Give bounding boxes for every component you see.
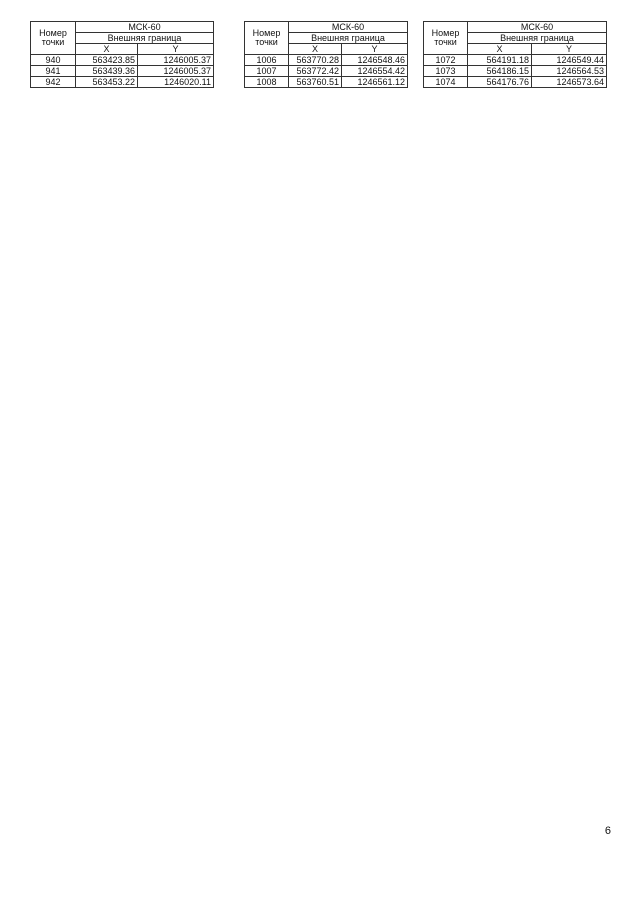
boundary-header: Внешняя граница bbox=[76, 33, 214, 44]
x-coordinate: 564191.18 bbox=[468, 55, 532, 66]
x-column-header: X bbox=[289, 44, 342, 55]
y-column-header: Y bbox=[342, 44, 408, 55]
point-number: 1074 bbox=[424, 77, 468, 88]
y-coordinate: 1246554.42 bbox=[342, 66, 408, 77]
table-row bbox=[424, 55, 607, 66]
x-coordinate: 563770.28 bbox=[289, 55, 342, 66]
x-coordinate: 563760.51 bbox=[289, 77, 342, 88]
number-column-header: Номер точки bbox=[424, 22, 468, 55]
boundary-header: Внешняя граница bbox=[289, 33, 408, 44]
x-coordinate: 563453.22 bbox=[76, 77, 138, 88]
table-row bbox=[424, 66, 607, 77]
table-row bbox=[245, 77, 408, 88]
y-coordinate: 1246020.11 bbox=[138, 77, 214, 88]
y-coordinate: 1246561.12 bbox=[342, 77, 408, 88]
table-row bbox=[31, 77, 214, 88]
y-coordinate: 1246548.46 bbox=[342, 55, 408, 66]
y-coordinate: 1246549.44 bbox=[532, 55, 607, 66]
coordinate-system-header: МСК-60 bbox=[468, 22, 607, 33]
x-column-header: X bbox=[468, 44, 532, 55]
number-column-header: Номер точки bbox=[31, 22, 76, 55]
coordinate-table-2 bbox=[244, 21, 408, 88]
number-column-header: Номер точки bbox=[245, 22, 289, 55]
x-coordinate: 564186.15 bbox=[468, 66, 532, 77]
table-row bbox=[424, 77, 607, 88]
x-coordinate: 563439.36 bbox=[76, 66, 138, 77]
table-row bbox=[245, 66, 408, 77]
point-number: 1006 bbox=[245, 55, 289, 66]
x-coordinate: 563423.85 bbox=[76, 55, 138, 66]
x-coordinate: 564176.76 bbox=[468, 77, 532, 88]
coordinate-table-3 bbox=[423, 21, 607, 88]
point-number: 1008 bbox=[245, 77, 289, 88]
coordinate-system-header: МСК-60 bbox=[289, 22, 408, 33]
table-row bbox=[31, 55, 214, 66]
point-number: 1073 bbox=[424, 66, 468, 77]
y-coordinate: 1246005.37 bbox=[138, 55, 214, 66]
coordinate-system-header: МСК-60 bbox=[76, 22, 214, 33]
y-coordinate: 1246564.53 bbox=[532, 66, 607, 77]
table-row bbox=[245, 55, 408, 66]
table-row bbox=[31, 66, 214, 77]
point-number: 1072 bbox=[424, 55, 468, 66]
y-coordinate: 1246005.37 bbox=[138, 66, 214, 77]
y-column-header: Y bbox=[532, 44, 607, 55]
boundary-header: Внешняя граница bbox=[468, 33, 607, 44]
y-coordinate: 1246573.64 bbox=[532, 77, 607, 88]
point-number: 940 bbox=[31, 55, 76, 66]
point-number: 942 bbox=[31, 77, 76, 88]
y-column-header: Y bbox=[138, 44, 214, 55]
x-column-header: X bbox=[76, 44, 138, 55]
page-number: 6 bbox=[604, 825, 611, 837]
point-number: 1007 bbox=[245, 66, 289, 77]
coordinate-table-1 bbox=[30, 21, 214, 88]
x-coordinate: 563772.42 bbox=[289, 66, 342, 77]
point-number: 941 bbox=[31, 66, 76, 77]
